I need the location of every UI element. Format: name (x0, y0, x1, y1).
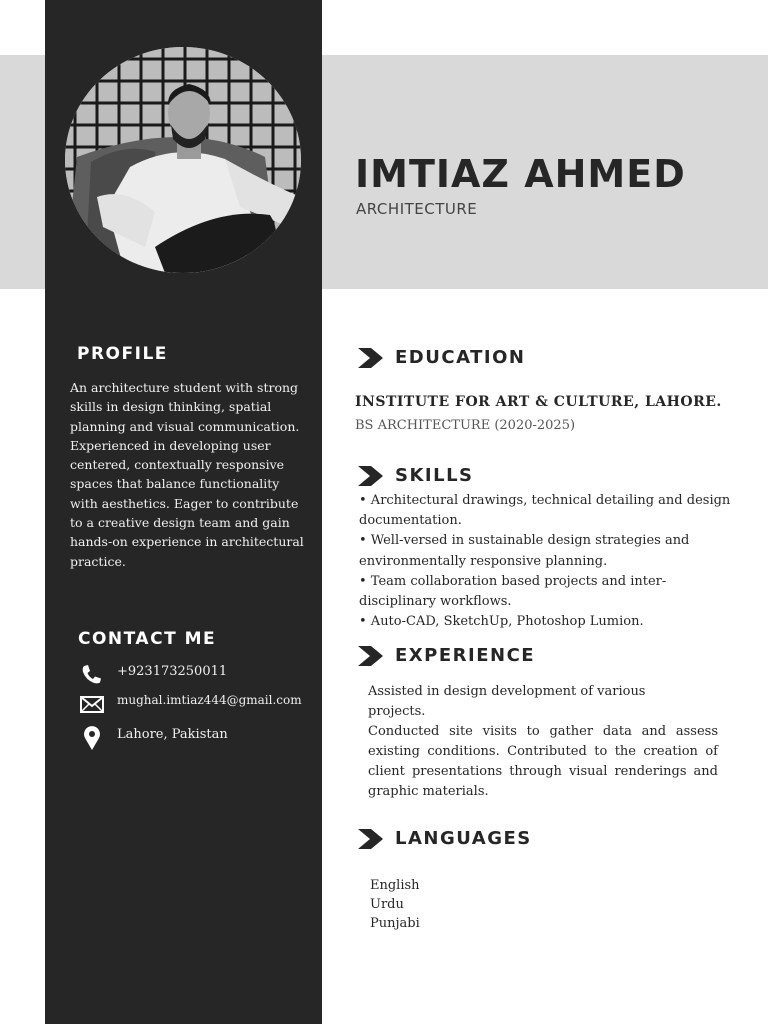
phone-number[interactable]: +923173250011 (117, 664, 228, 679)
location-pin-icon (78, 725, 106, 749)
skills-list (359, 491, 739, 632)
skills-heading-label: SKILLS (395, 465, 474, 486)
experience-text (368, 682, 718, 802)
chevron-right-icon (358, 466, 384, 486)
mail-icon (78, 692, 106, 716)
contact-location (78, 725, 318, 749)
profile-heading: PROFILE (77, 344, 168, 364)
list-item: • Team collaboration based projects and inter-disciplinary workflows. (359, 573, 667, 610)
experience-paragraph: Assisted in design development of various projects. (368, 684, 646, 719)
list-item: Punjabi (370, 916, 420, 931)
list-item: • Architectural drawings, technical detailing and design documentation. (359, 493, 731, 529)
languages-list (370, 876, 420, 933)
profile-text: An architecture student with strong skills in design thinking, spatial planning and visual communication. Experienced in developing user centered, contextually responsive spaces that balance functionality with aesthetics. Eager to contribute to a creative design team and gain hands-on experience in architectural practice. (70, 380, 304, 569)
experience-paragraph: Conducted site visits to gather data and assess existing conditions. Contributed to the creation of client presentations through visual renderings and graphic materials. (368, 724, 718, 799)
chevron-right-icon (358, 829, 384, 849)
contact-email (78, 692, 318, 716)
location-text: Lahore, Pakistan (117, 727, 228, 742)
candidate-title: ARCHITECTURE (356, 200, 478, 218)
chevron-right-icon (358, 348, 384, 368)
candidate-name: IMTIAZ AHMED (355, 152, 686, 196)
chevron-right-icon (358, 646, 384, 666)
contact-phone (78, 662, 318, 686)
education-heading-label: EDUCATION (395, 347, 526, 368)
experience-heading-label: EXPERIENCE (395, 645, 536, 666)
list-item: • Well-versed in sustainable design strategies and environmentally responsive planning. (359, 533, 690, 569)
list-item: English (370, 878, 420, 893)
languages-heading-label: LANGUAGES (395, 828, 532, 849)
phone-icon (78, 662, 106, 686)
education-degree: BS ARCHITECTURE (2020-2025) (355, 418, 576, 433)
profile-photo (65, 47, 301, 273)
contact-heading: CONTACT ME (78, 629, 217, 649)
list-item: • Auto-CAD, SketchUp, Photoshop Lumion. (359, 614, 644, 630)
email-address[interactable]: mughal.imtiaz444@gmail.com (117, 693, 302, 707)
list-item: Urdu (370, 897, 404, 912)
education-institution: INSTITUTE FOR ART & CULTURE, LAHORE. (355, 394, 722, 410)
